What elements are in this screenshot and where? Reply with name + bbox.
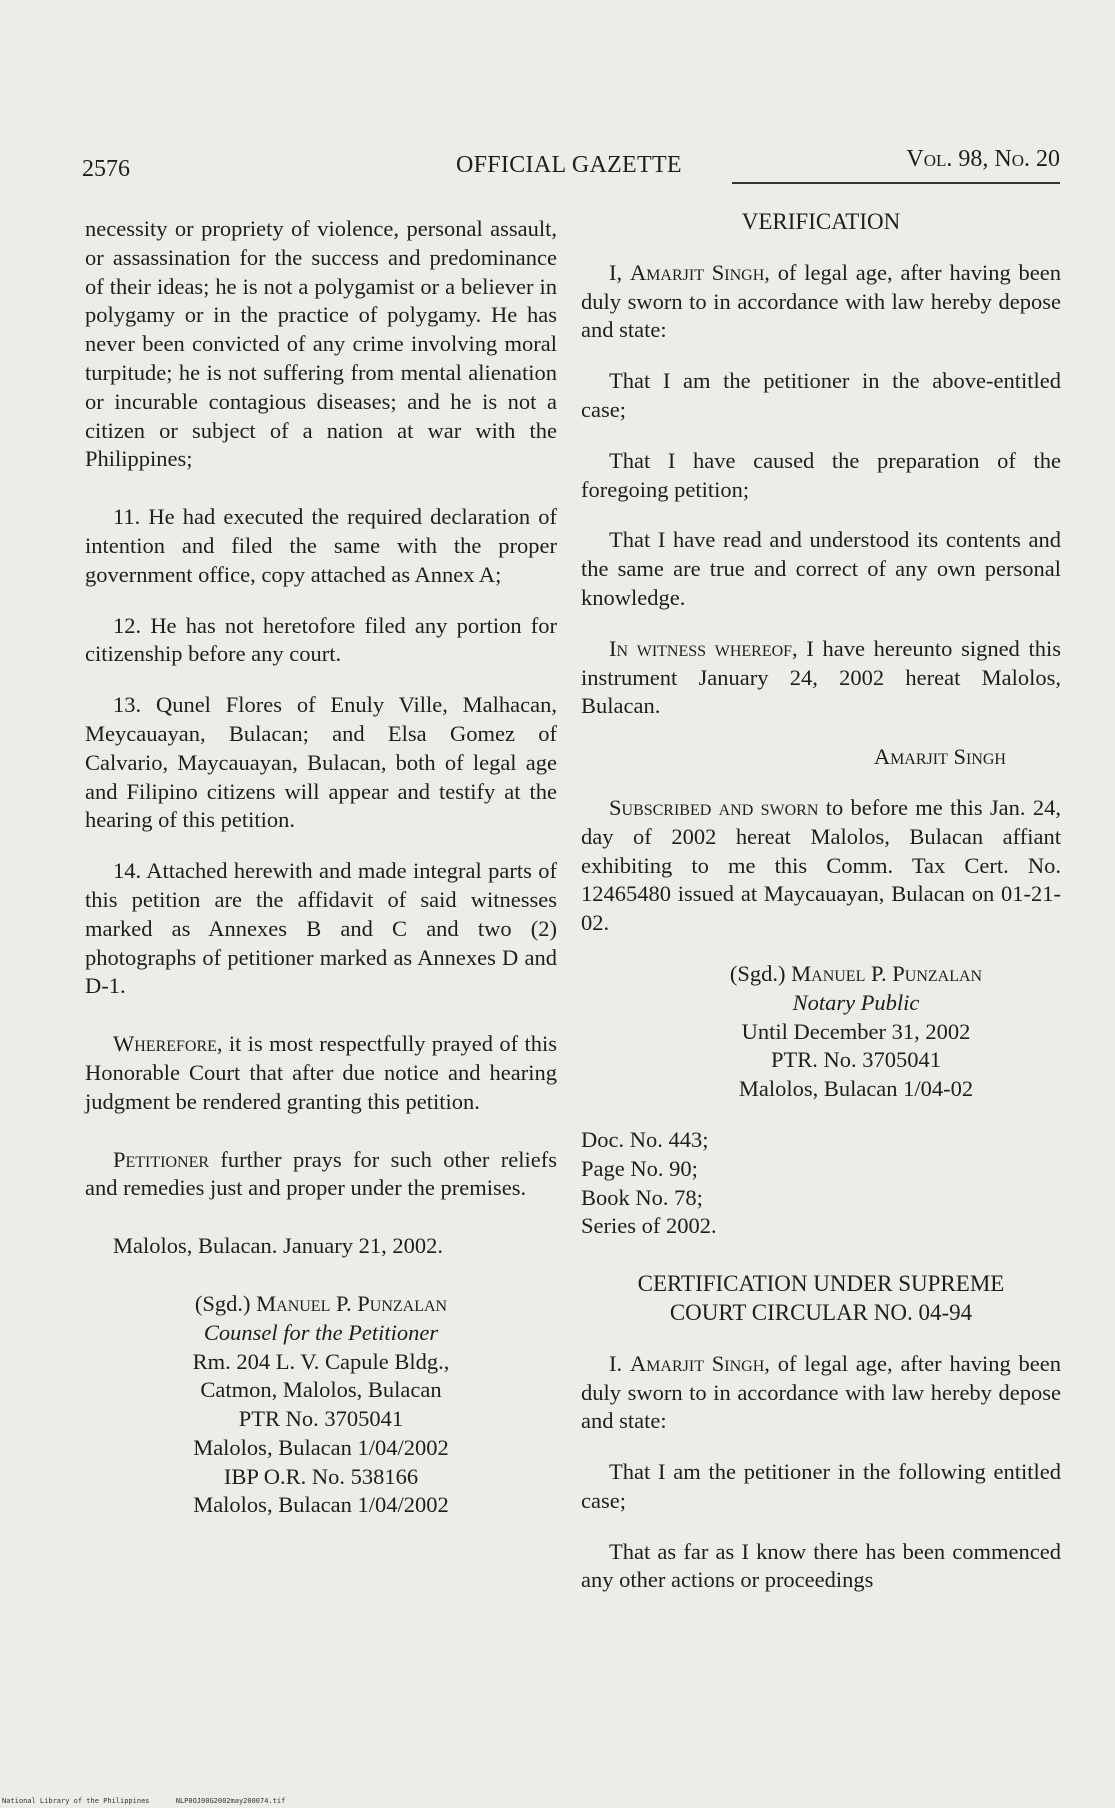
paragraph-13: 13. Qunel Flores of Enuly Ville, Malhacan, Meycauayan, Bulacan; and Elsa Gomez of Calvario, Maycauayan, Bulacan, both of legal age and Filipino citizens will appear and testify at the hearing of this petition. xyxy=(85,692,557,833)
footer-library: National Library of the Philippines xyxy=(2,1797,150,1805)
verification-point-1: That I am the petitioner in the above-entitled case; xyxy=(581,368,1061,422)
right-column xyxy=(581,208,1061,1595)
notary-ptr: PTR. No. 3705041 xyxy=(770,1047,941,1073)
certification-intro-lead: I. xyxy=(609,1350,630,1376)
counsel-role-text: Counsel for the Petitioner xyxy=(203,1319,439,1345)
counsel-signature-line xyxy=(85,1290,557,1319)
notary-commission: Until December 31, 2002 xyxy=(741,1018,971,1044)
book-number: Book No. 78; xyxy=(581,1184,703,1210)
page-number: 2576 xyxy=(82,156,130,182)
witness-lead: In witness whereof, xyxy=(609,635,798,661)
paragraph-12: 12. He has not heretofore filed any portion for citizenship before any court. xyxy=(85,612,557,667)
affiant-signature: Amarjit Singh xyxy=(873,744,1006,770)
counsel-ptr: PTR No. 3705041 xyxy=(238,1406,404,1432)
certification-point-2: That as far as I know there has been commenced any other actions or proceedings xyxy=(581,1538,1061,1593)
counsel-ptr-place: Malolos, Bulacan 1/04/2002 xyxy=(193,1434,449,1460)
header-rule xyxy=(732,182,1060,184)
left-column xyxy=(85,215,557,1520)
certification-intro-text: , of legal age, after having been duly sworn to in accordance with law hereby depose and state: xyxy=(581,1350,1061,1434)
series-year: Series of 2002. xyxy=(581,1213,717,1239)
certification-heading-line-1: CERTIFICATION UNDER SUPREME xyxy=(637,1271,1005,1297)
paragraph-petitioner xyxy=(85,1146,557,1204)
notary-signature-line xyxy=(651,960,1061,989)
certification-heading xyxy=(581,1270,1061,1328)
certifier-name-inline: Amarjit Singh xyxy=(629,1350,765,1376)
page-number-entry: Page No. 90; xyxy=(581,1155,698,1181)
notary-sgd-label: (Sgd.) xyxy=(729,960,792,986)
wherefore-lead: Wherefore, xyxy=(113,1031,223,1057)
counsel-address-1: Rm. 204 L. V. Capule Bldg., xyxy=(192,1348,450,1374)
witness-clause xyxy=(581,635,1061,721)
certification-point-1: That I am the petitioner in the following entitled case; xyxy=(581,1459,1061,1513)
scan-footer xyxy=(2,1797,307,1805)
notary-ptr-place: Malolos, Bulacan 1/04-02 xyxy=(738,1076,974,1102)
counsel-role xyxy=(85,1319,557,1348)
verification-point-2: That I have caused the preparation of the foregoing petition; xyxy=(581,447,1061,502)
verification-heading: VERIFICATION xyxy=(741,209,901,234)
place-date: Malolos, Bulacan. January 21, 2002. xyxy=(113,1233,443,1259)
counsel-ibp: IBP O.R. No. 538166 xyxy=(223,1463,419,1489)
notarial-register xyxy=(581,1126,1061,1241)
petitioner-lead: Petitioner xyxy=(113,1146,210,1172)
paragraph-wherefore xyxy=(85,1030,557,1116)
publication-title: OFFICIAL GAZETTE xyxy=(456,152,682,178)
verification-intro-text: , of legal age, after having been duly sworn to in accordance with law hereby depose and state: xyxy=(581,259,1061,343)
counsel-ibp-place: Malolos, Bulacan 1/04/2002 xyxy=(193,1492,449,1518)
counsel-address-2: Catmon, Malolos, Bulacan xyxy=(200,1377,442,1403)
paragraph-14: 14. Attached herewith and made integral parts of this petition are the affidavit of said witnesses marked as Annexes B and C and two (2) photographs of petitioner marked as Annexes D and D-1. xyxy=(85,858,557,999)
verification-intro-lead: I, xyxy=(609,259,630,285)
paragraph-qualifications: necessity or propriety of violence, personal assault, or assassination for the success and predominance of their ideas; he is not a polygamist or a believer in polygamy or in the practice of polygamy. He has never been convicted of any crime involving moral turpitude; he is not suffering from mental alienation or incurable contagious diseases; and he is not a citizen or subject of a nation at war with the Philippines; xyxy=(85,216,557,472)
notary-name: Manuel P. Punzalan xyxy=(791,960,983,986)
notary-role-text: Notary Public xyxy=(792,989,920,1015)
petitioner-text: further prays for such other reliefs and remedies just and proper under the premises. xyxy=(85,1146,557,1201)
sworn-text: to before me this Jan. 24, day of 2002 hereat Malolos, Bulacan affiant exhibiting to me this Comm. Tax Cert. No. 12465480 issued at Maycauayan, Bulacan on 01-21-02. xyxy=(581,794,1061,936)
certification-intro xyxy=(581,1350,1061,1436)
counsel-name: Manuel P. Punzalan xyxy=(256,1290,448,1316)
doc-number: Doc. No. 443; xyxy=(581,1126,709,1152)
page-header xyxy=(82,146,1060,186)
paragraph-11: 11. He had executed the required declaration of intention and filed the same with the proper government office, copy attached as Annex A; xyxy=(85,504,557,587)
counsel-signature-block xyxy=(85,1290,557,1520)
affiant-name-inline: Amarjit Singh xyxy=(629,259,765,285)
notary-role xyxy=(651,989,1061,1018)
jurat xyxy=(581,794,1061,938)
certification-heading-line-2: COURT CIRCULAR NO. 04-94 xyxy=(669,1299,973,1325)
witness-text: I have hereunto signed this instrument January 24, 2002 hereat Malolos, Bulacan. xyxy=(581,635,1061,719)
footer-file: NLP0OJ00G2002may200074.tif xyxy=(175,1797,286,1805)
wherefore-text: it is most respectfully prayed of this Honorable Court that after due notice and hearing judgment be rendered granting this petition. xyxy=(85,1031,557,1114)
verification-intro xyxy=(581,259,1061,345)
notary-signature-block xyxy=(581,960,1061,1104)
volume-number: Vol. 98, No. 20 xyxy=(906,146,1060,172)
sgd-label: (Sgd.) xyxy=(194,1290,257,1316)
verification-point-3: That I have read and understood its contents and the same are true and correct of any own personal knowledge. xyxy=(581,527,1061,610)
sworn-lead: Subscribed and sworn xyxy=(609,794,819,820)
